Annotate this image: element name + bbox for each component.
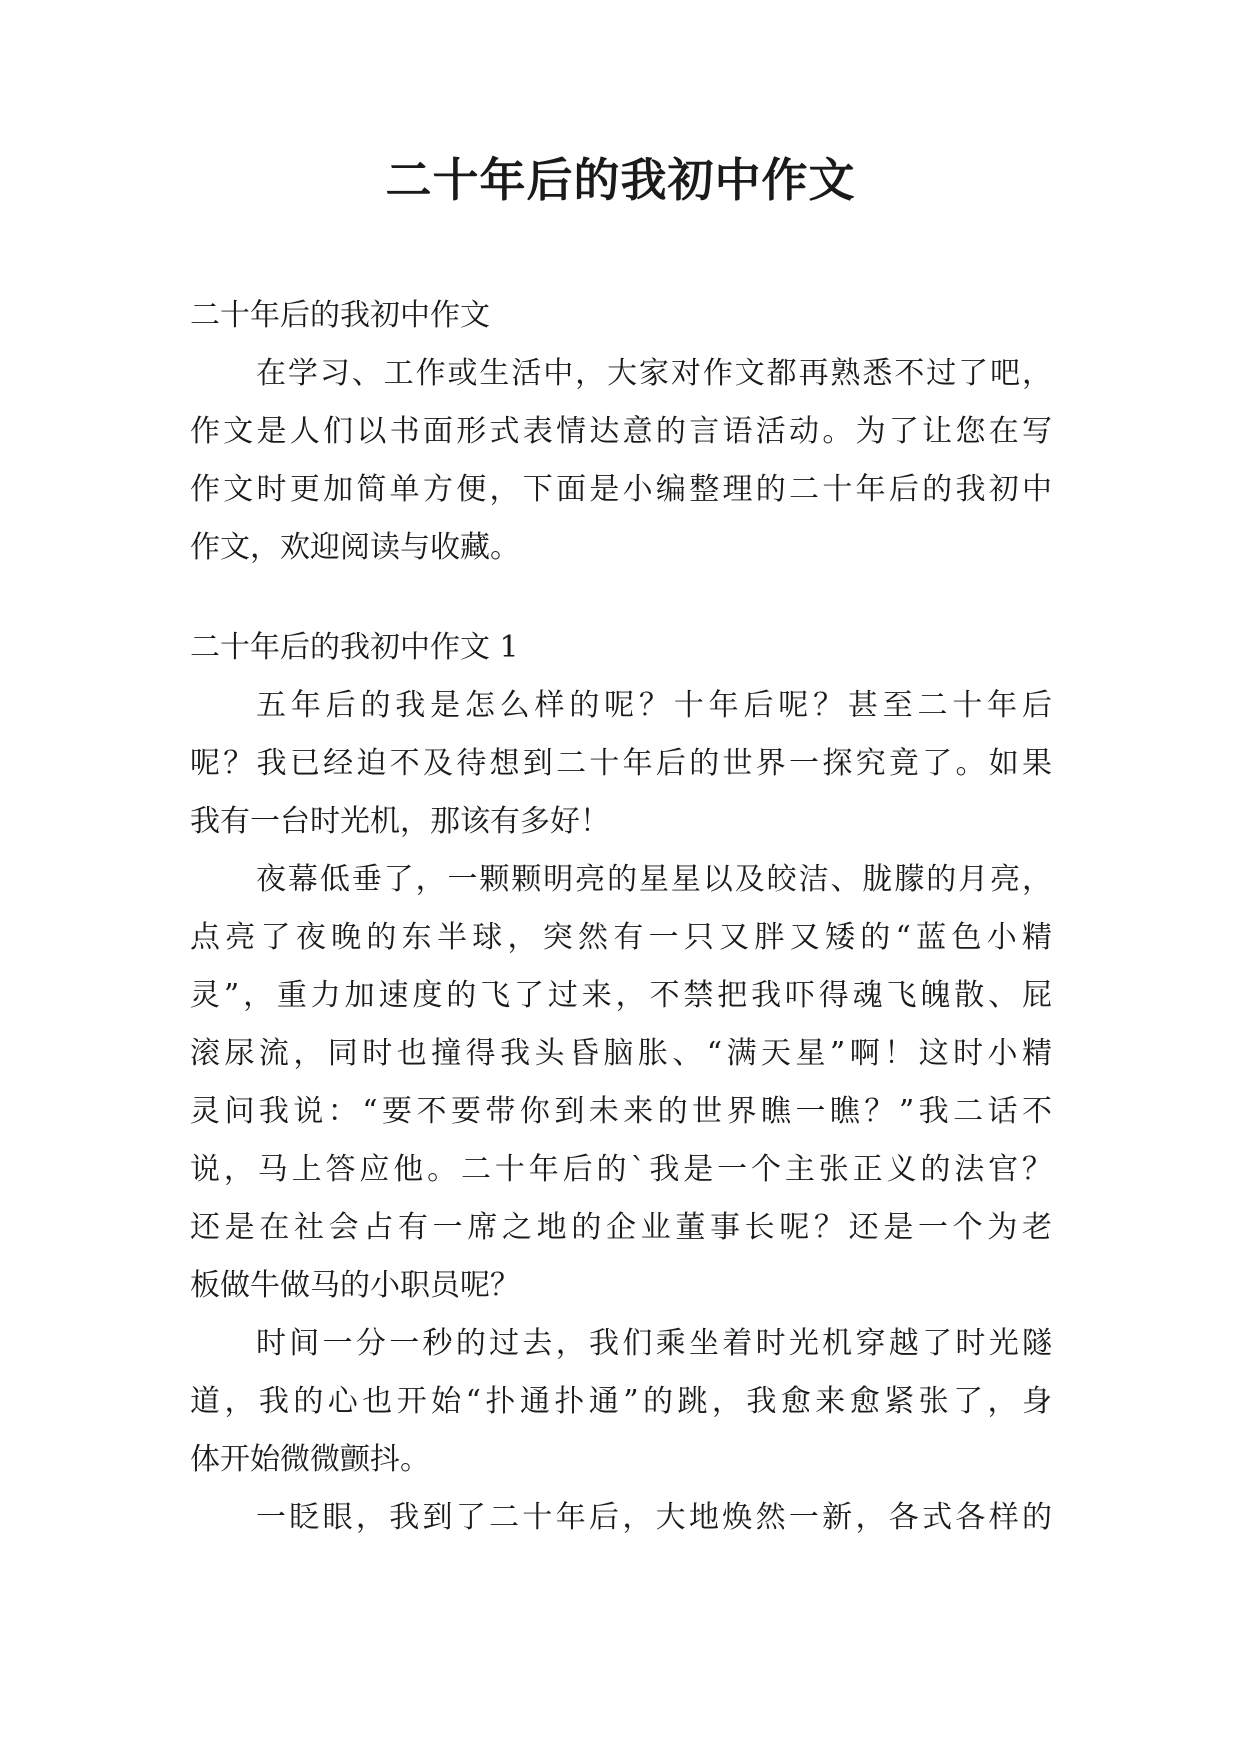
paragraph-line: 夜幕低垂了，一颗颗明亮的星星以及皎洁、胧朦的月亮， — [256, 862, 1052, 897]
paragraph-line: 点亮了夜晚的东半球，突然有一只又胖又矮的“蓝色小精 — [190, 920, 1052, 955]
paragraph-line: 一眨眼，我到了二十年后，大地焕然一新，各式各样的 — [256, 1500, 1052, 1535]
paragraph-line: 体开始微微颤抖。 — [190, 1442, 430, 1477]
paragraph-line: 灵”，重力加速度的飞了过来，不禁把我吓得魂飞魄散、屁 — [190, 978, 1052, 1013]
paragraph-line: 作文，欢迎阅读与收藏。 — [190, 530, 520, 565]
document-body — [190, 287, 1052, 1547]
document-title: 二十年后的我初中作文 — [385, 153, 856, 207]
paragraph-line: 滚尿流，同时也撞得我头昏脑胀、“满天星”啊！这时小精 — [190, 1036, 1052, 1071]
paragraph-line: 灵问我说：“要不要带你到未来的世界瞧一瞧？”我二话不 — [190, 1094, 1052, 1129]
paragraph-line: 五年后的我是怎么样的呢？十年后呢？甚至二十年后 — [256, 688, 1052, 723]
paragraph-line: 呢？我已经迫不及待想到二十年后的世界一探究竟了。如果 — [190, 746, 1052, 781]
paragraph-line: 作文是人们以书面形式表情达意的言语活动。为了让您在写 — [190, 414, 1052, 449]
paragraph-line: 板做牛做马的小职员呢？ — [190, 1268, 520, 1303]
paragraph-line: 还是在社会占有一席之地的企业董事长呢？还是一个为老 — [190, 1210, 1052, 1245]
paragraph-line: 说，马上答应他。二十年后的`我是一个主张正义的法官？ — [190, 1152, 1052, 1187]
paragraph-line: 我有一台时光机，那该有多好！ — [190, 804, 610, 839]
paragraph-line: 作文时更加简单方便，下面是小编整理的二十年后的我初中 — [190, 472, 1052, 507]
section-gap — [190, 577, 1052, 619]
paragraph-line: 在学习、工作或生活中，大家对作文都再熟悉不过了吧， — [256, 356, 1052, 391]
paragraph-line: 道，我的心也开始“扑通扑通”的跳，我愈来愈紧张了，身 — [190, 1384, 1052, 1419]
section-heading: 二十年后的我初中作文 — [190, 298, 490, 333]
paragraph-line: 时间一分一秒的过去，我们乘坐着时光机穿越了时光隧 — [256, 1326, 1052, 1361]
section-heading: 二十年后的我初中作文 1 — [190, 630, 519, 665]
